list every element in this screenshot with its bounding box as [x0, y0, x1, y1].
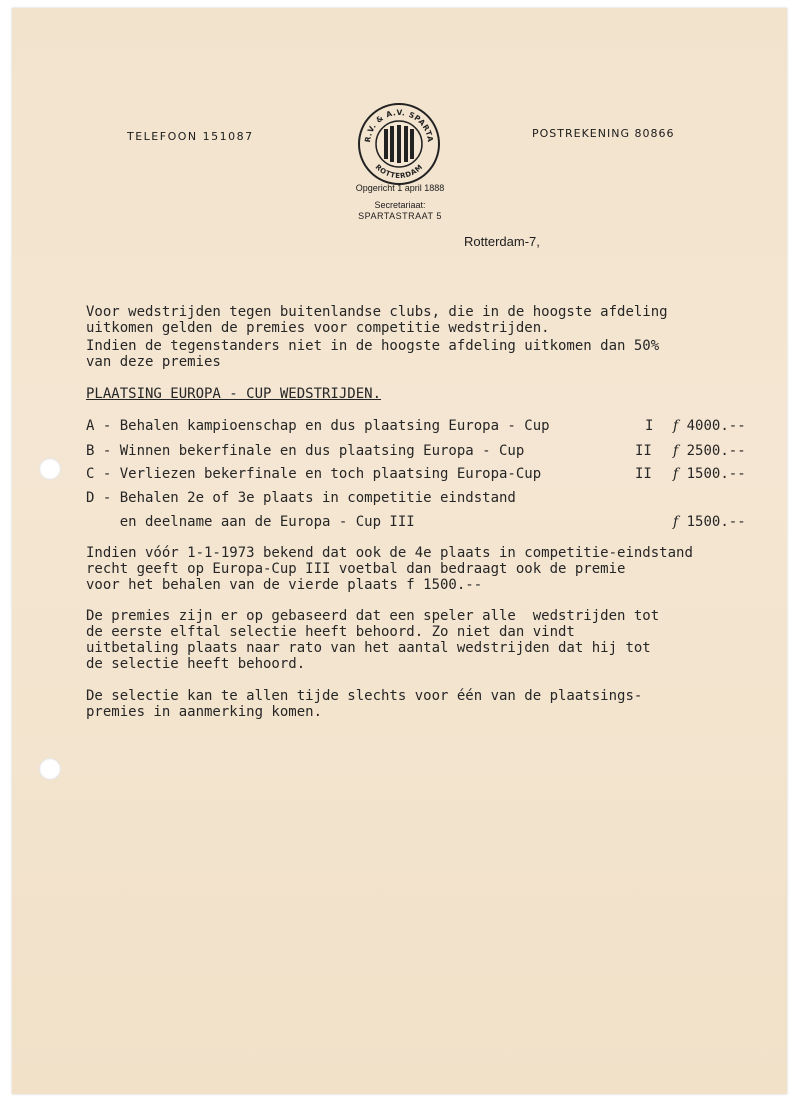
paragraph-3-line-2: premies in aanmerking komen.	[86, 704, 323, 720]
paragraph-1-line-3: voor het behalen van de vierde plaats f 1500.--	[86, 577, 483, 593]
item-d-text: D - Behalen 2e of 3e plaats in competitie eindstand	[86, 490, 516, 506]
item-b-cup: II	[635, 443, 652, 459]
guilder-sign: f	[673, 443, 679, 459]
paragraph-2-line-4: de selectie heeft behoord.	[86, 656, 306, 672]
paragraph-2-line-1: De premies zijn er op gebaseerd dat een speler alle wedstrijden tot	[86, 608, 660, 624]
intro-line-4: van deze premies	[86, 354, 221, 370]
phone-number: TELEFOON 151087	[127, 130, 254, 143]
intro-line-2: uitkomen gelden de premies voor competitie wedstrijden.	[86, 320, 550, 336]
item-d-amount: f 1500.--	[673, 514, 746, 530]
item-d-text-2: en deelname aan de Europa - Cup III	[86, 514, 415, 530]
item-a-cup: I	[645, 418, 654, 434]
intro-line-3: Indien de tegenstanders niet in de hoogste afdeling uitkomen dan 50%	[86, 338, 660, 354]
punch-hole-upper	[39, 458, 61, 480]
guilder-sign: f	[673, 466, 679, 482]
item-a-amount: f 4000.--	[673, 418, 746, 434]
guilder-sign: f	[673, 418, 679, 434]
item-b-amount: f 2500.--	[673, 443, 746, 459]
secretariat-address: SPARTASTRAAT 5	[358, 211, 442, 221]
item-a-text: A - Behalen kampioenschap en dus plaatsing Europa - Cup	[86, 418, 550, 434]
place-line: Rotterdam-7,	[464, 234, 540, 249]
logo-bottom-text: ROTTERDAM	[373, 162, 425, 181]
punch-hole-lower	[39, 758, 61, 780]
item-c-text: C - Verliezen bekerfinale en toch plaatsing Europa-Cup	[86, 466, 542, 482]
founded-date: Opgericht 1 april 1888	[355, 183, 445, 193]
intro-line-1: Voor wedstrijden tegen buitenlandse clubs, die in de hoogste afdeling	[86, 304, 668, 320]
postal-account: POSTREKENING 80866	[532, 127, 675, 140]
item-c-amount: f 1500.--	[673, 466, 746, 482]
paragraph-3-line-1: De selectie kan te allen tijde slechts voor één van de plaatsings-	[86, 688, 643, 704]
section-heading: PLAATSING EUROPA - CUP WEDSTRIJDEN.	[86, 386, 382, 402]
sparta-club-logo	[357, 102, 441, 186]
paragraph-2-line-2: de eerste elftal selectie heeft behoord. Zo niet dan vindt	[86, 624, 575, 640]
item-b-text: B - Winnen bekerfinale en dus plaatsing Europa - Cup	[86, 443, 525, 459]
guilder-sign: f	[673, 514, 679, 530]
paragraph-2-line-3: uitbetaling plaats naar rato van het aantal wedstrijden dat hij tot	[86, 640, 651, 656]
item-c-cup: II	[635, 466, 652, 482]
logo-top-text: R.V. & A.V. SPARTA	[362, 107, 436, 143]
paragraph-1-line-1: Indien vóór 1-1-1973 bekend dat ook de 4e plaats in competitie-eindstand	[86, 545, 693, 561]
secretariat-label: Secretariaat:	[374, 200, 426, 210]
paragraph-1-line-2: recht geeft op Europa-Cup III voetbal dan bedraagt ook de premie	[86, 561, 626, 577]
